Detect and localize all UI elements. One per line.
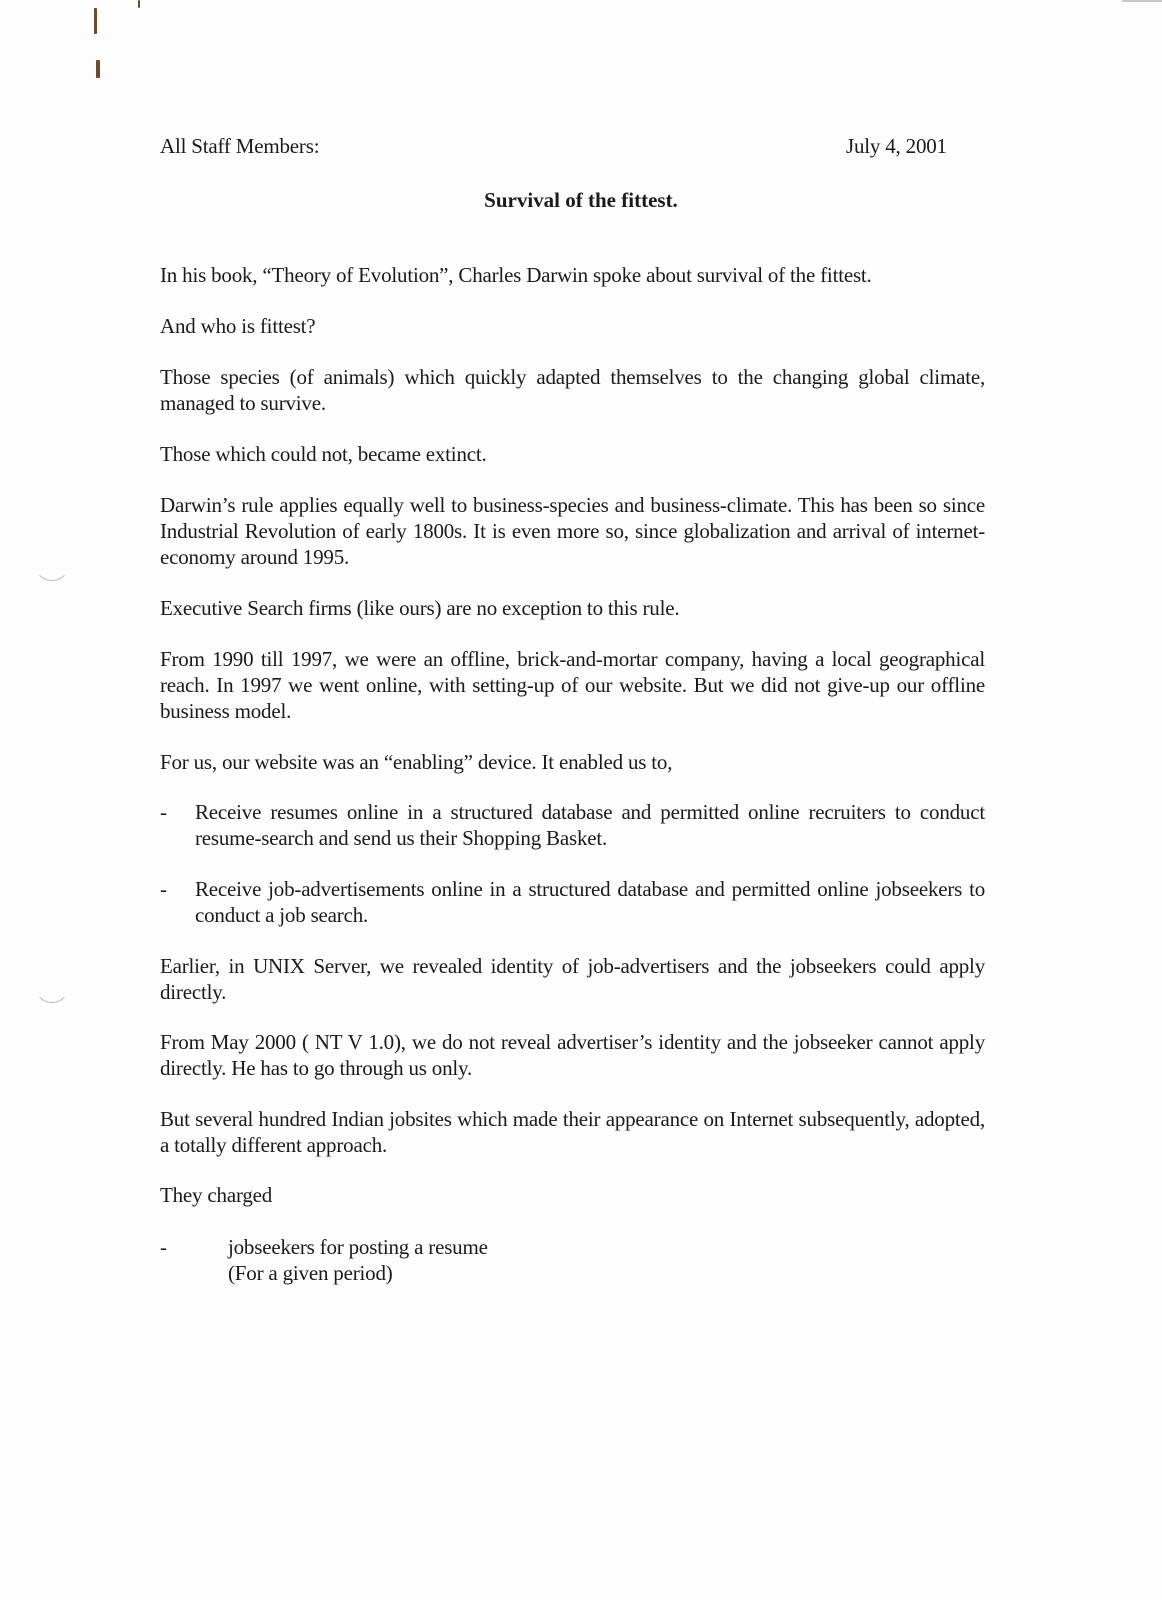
list-item-text: Receive job-advertisements online in a structured database and permitted online jobseekers to conduct a job search. — [195, 877, 985, 927]
scan-edge — [1122, 0, 1162, 2]
list-item-text: Receive resumes online in a structured database and permitted online recruiters to conduct resume-search and send us their Shopping Basket. — [195, 800, 985, 850]
list-item — [160, 876, 985, 928]
list-item-text: (For a given period) — [228, 1261, 393, 1285]
bullet-dash: - — [160, 1235, 167, 1259]
paragraph: Darwin’s rule applies equally well to business-species and business-climate. This has been so since Industrial Revolution of early 1800s. It is even more so, since globalization and arrival of internet-economy around 1995. — [160, 493, 985, 569]
scan-mark — [96, 60, 100, 78]
scan-mark — [94, 8, 97, 34]
paragraph: From May 2000 ( NT V 1.0), we do not reveal advertiser’s identity and the jobseeker cannot apply directly. He has to go through us only. — [160, 1030, 985, 1080]
memo-title: Survival of the fittest. — [484, 188, 678, 212]
punch-hole — [34, 546, 70, 581]
bullet-dash: - — [160, 800, 167, 824]
paragraph: For us, our website was an “enabling” device. It enabled us to, — [160, 750, 673, 774]
paragraph: Earlier, in UNIX Server, we revealed identity of job-advertisers and the jobseekers could apply directly. — [160, 954, 985, 1004]
paragraph: But several hundred Indian jobsites which made their appearance on Internet subsequently, adopted, a totally different approach. — [160, 1107, 985, 1157]
paragraph: They charged — [160, 1183, 273, 1207]
paragraph: Executive Search firms (like ours) are no exception to this rule. — [160, 596, 680, 620]
paragraph: Those which could not, became extinct. — [160, 442, 487, 466]
paragraph: Those species (of animals) which quickly adapted themselves to the changing global climate, managed to survive. — [160, 365, 985, 415]
list-item — [160, 799, 985, 851]
paragraph: And who is fittest? — [160, 314, 316, 338]
punch-hole — [34, 968, 70, 1003]
list-item — [160, 1234, 985, 1286]
list-item-text: jobseekers for posting a resume — [228, 1235, 488, 1259]
memo-date: July 4, 2001 — [846, 134, 947, 158]
paragraph: In his book, “Theory of Evolution”, Charles Darwin spoke about survival of the fittest. — [160, 263, 872, 287]
paragraph: From 1990 till 1997, we were an offline, brick-and-mortar company, having a local geographical reach. In 1997 we went online, with setting-up of our website. But we did not give-up our offline business model. — [160, 647, 985, 723]
scan-mark — [138, 0, 140, 8]
memo-recipient: All Staff Members: — [160, 134, 320, 158]
bullet-dash: - — [160, 877, 167, 901]
